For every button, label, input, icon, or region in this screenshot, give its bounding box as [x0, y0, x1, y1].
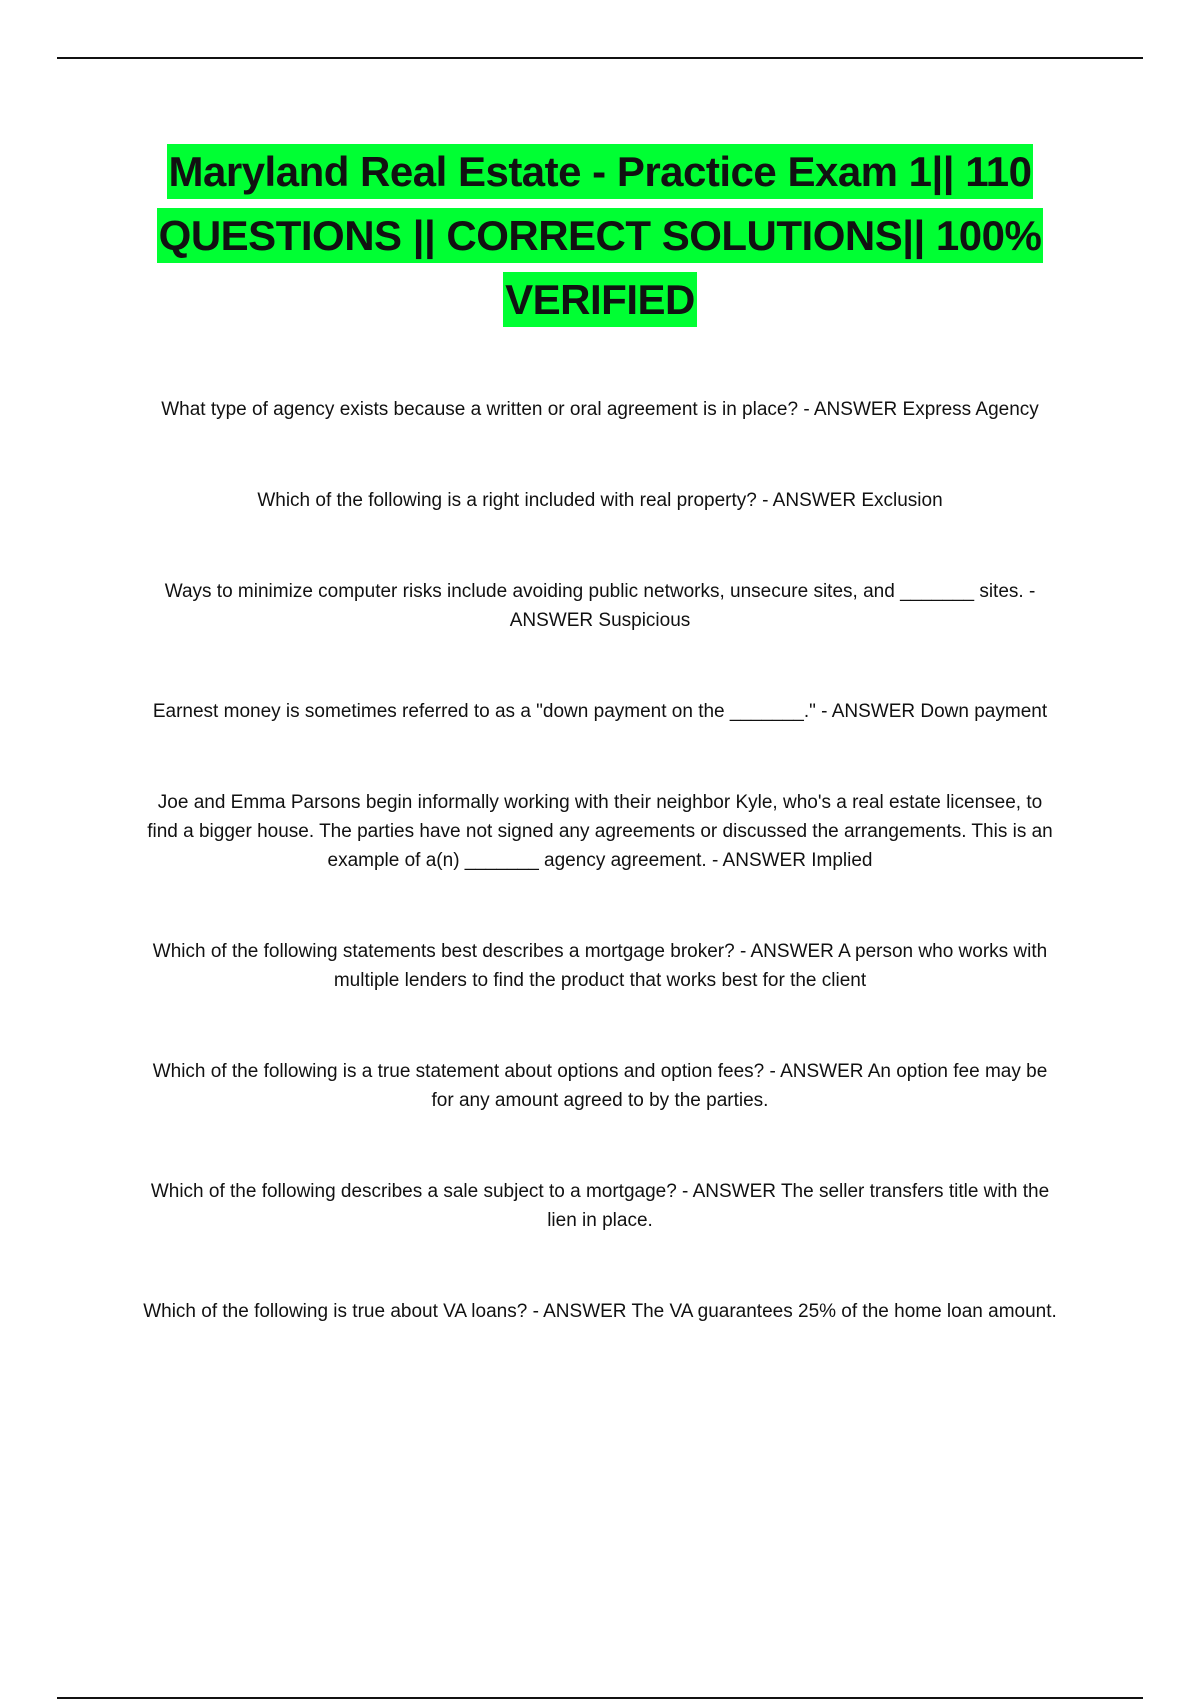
question-item: Joe and Emma Parsons begin informally working with their neighbor Kyle, who's a real estate licensee, to find a bigger house. The parties have not signed any agreements or discussed the arrangements. This is an example of a(n) _______ agency agreement. - ANSWER Implied [147, 792, 1053, 871]
question-item: Earnest money is sometimes referred to as a "down payment on the _______." - ANSWER Down payment [152, 701, 1048, 722]
question-item: Which of the following is true about VA loans? - ANSWER The VA guarantees 25% of the home loan amount. [143, 1301, 1057, 1322]
document-title [120, 140, 1080, 332]
document-title-text: Maryland Real Estate - Practice Exam 1|| 110 QUESTIONS || CORRECT SOLUTIONS|| 100% VERIFIED [157, 144, 1044, 327]
question-item: Which of the following is a true statement about options and option fees? - ANSWER An option fee may be for any amount agreed to by the parties. [152, 1061, 1048, 1111]
question-item: Which of the following is a right included with real property? - ANSWER Exclusion [257, 490, 943, 511]
question-item: Ways to minimize computer risks include avoiding public networks, unsecure sites, and _______ sites. - ANSWER Suspicious [164, 581, 1036, 631]
question-item: What type of agency exists because a written or oral agreement is in place? - ANSWER Express Agency [161, 399, 1039, 420]
question-item: Which of the following statements best describes a mortgage broker? - ANSWER A person who works with multiple lenders to find the product that works best for the client [152, 941, 1048, 991]
bottom-rule [57, 1697, 1143, 1699]
top-rule [57, 57, 1143, 59]
question-list [140, 395, 1060, 1326]
question-item: Which of the following describes a sale subject to a mortgage? - ANSWER The seller transfers title with the lien in place. [150, 1181, 1050, 1231]
